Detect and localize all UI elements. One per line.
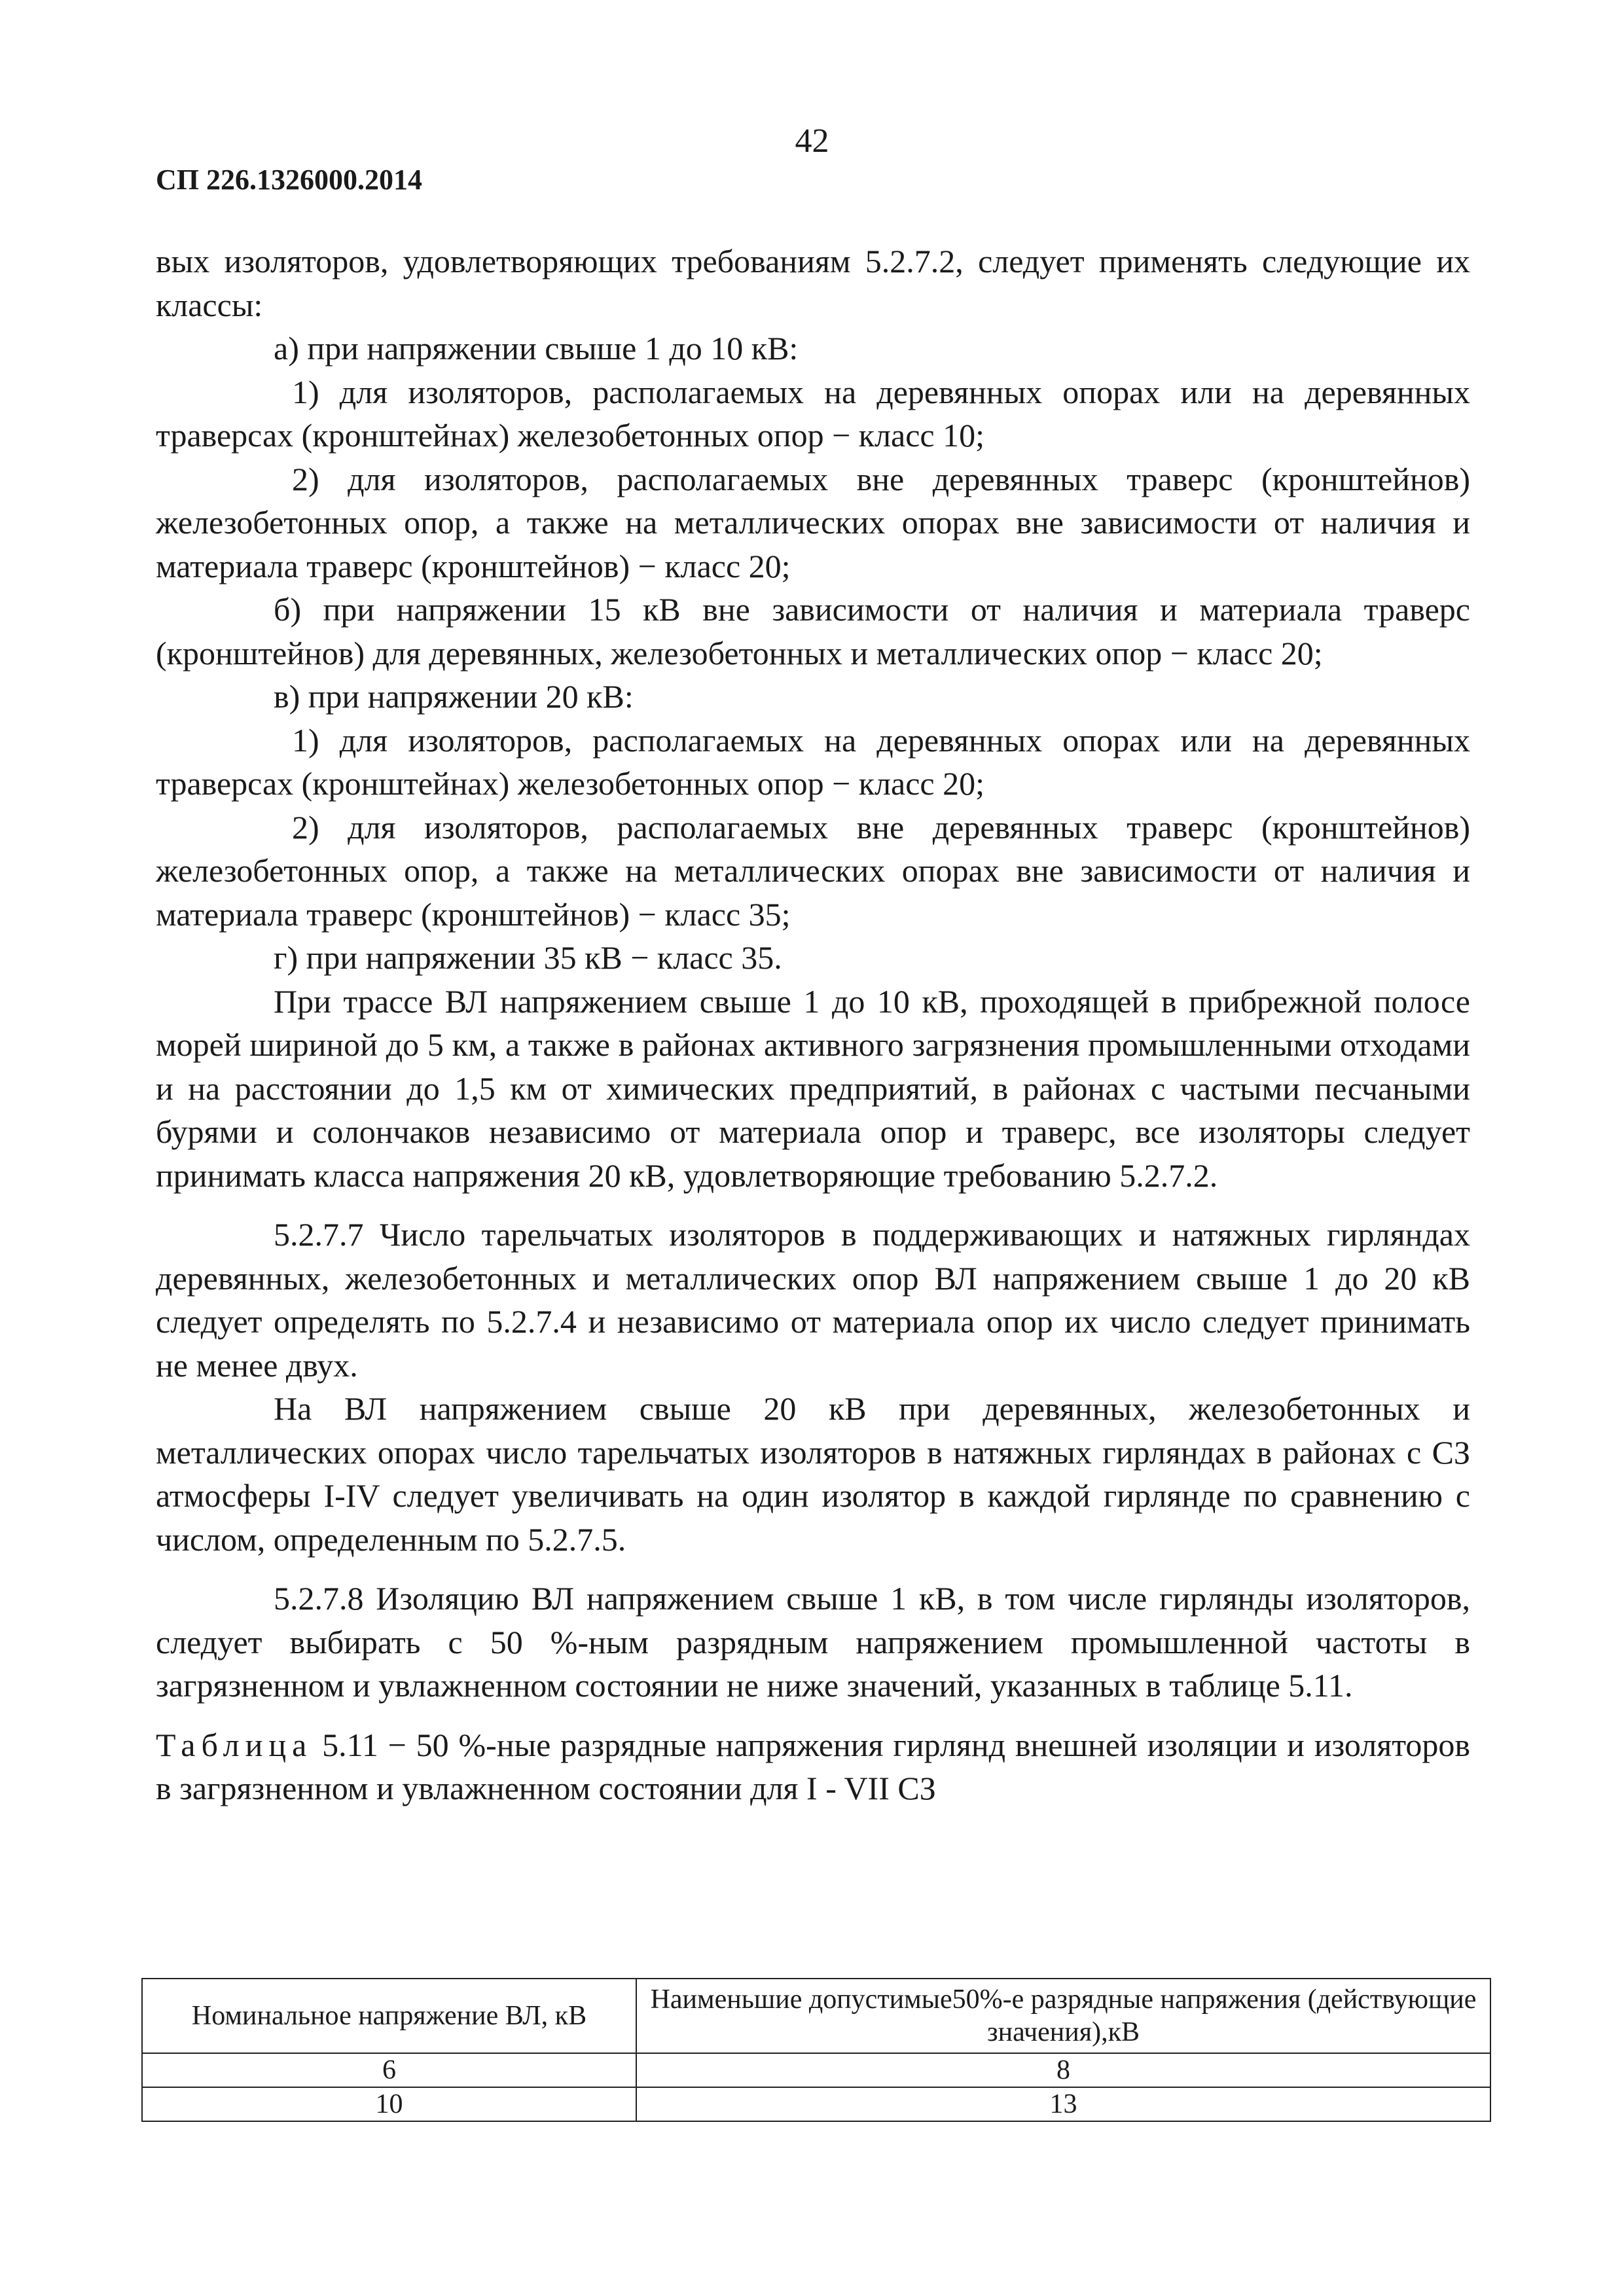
- table-cell: 6: [142, 2053, 636, 2087]
- column-header-discharge-voltage: Наименьшие допустимые50%-е разрядные напряжения (действующие значения),кВ: [636, 1979, 1490, 2053]
- document-code: СП 226.1326000.2014: [156, 164, 422, 196]
- table-cell: 13: [636, 2087, 1490, 2121]
- list-item-b: б) при напряжении 15 кВ вне зависимости от наличия и материала траверс (кронштейнов) для деревянных, железобетонных и металлических опор − класс 20;: [156, 591, 1470, 672]
- clause-5-2-7-8: 5.2.7.8 Изоляцию ВЛ напряжением свыше 1 кВ, в том числе гирлянды изоляторов, следует выбирать с 50 %-ным разрядным напряжением промышленной частоты в загрязненном и увлажненном состоянии не ниже значений, указанных в таблице 5.11.: [156, 1580, 1470, 1704]
- list-item-g: г) при напряжении 35 кВ − класс 35.: [274, 939, 782, 976]
- clause-5-2-7-7: 5.2.7.7 Число тарельчатых изоляторов в поддерживающих и натяжных гирляндах деревянных, железобетонных и металлических опор ВЛ напряжением свыше 1 до 20 кВ следует определять по 5.2.7.4 и независимо от материала опор их число следует принимать не менее двух.: [156, 1216, 1470, 1384]
- paragraph-over-20kv: На ВЛ напряжением свыше 20 кВ при деревянных, железобетонных и металлических опорах число тарельчатых изоляторов в натяжных гирляндах в районах с СЗ атмосферы I-IV следует увеличивать на один изолятор в каждой гирлянде по сравнению с числом, определенным по 5.2.7.5.: [156, 1390, 1470, 1558]
- list-item-v-1: 1) для изоляторов, располагаемых на деревянных опорах или на деревянных траверсах (кронштейнах) железобетонных опор − класс 20;: [156, 721, 1470, 802]
- table-row: [142, 2053, 1490, 2087]
- list-item-v: в) при напряжении 20 кВ:: [274, 678, 634, 715]
- document-body: [156, 240, 1470, 1810]
- discharge-voltage-table: [141, 1978, 1491, 2122]
- table-cell: 8: [636, 2053, 1490, 2087]
- paragraph-continuation: вых изоляторов, удовлетворяющих требованиям 5.2.7.2, следует применять следующие их классы:: [156, 243, 1470, 323]
- table-header-row: [142, 1979, 1490, 2053]
- list-item-a-1: 1) для изоляторов, располагаемых на деревянных опорах или на деревянных траверсах (кронштейнах) железобетонных опор − класс 10;: [156, 373, 1470, 454]
- paragraph-coastal: При трассе ВЛ напряжением свыше 1 до 10 кВ, проходящей в прибрежной полосе морей шириной до 5 км, а также в районах активного загрязнения промышленными отходами и на расстоянии до 1,5 км от химических предприятий, в районах с частыми песчаными бурями и солончаков независимо от материала опор и траверс, все изоляторы следует принимать класса напряжения 20 кВ, удовлетворяющие требованию 5.2.7.2.: [156, 982, 1470, 1194]
- column-header-nominal-voltage: Номинальное напряжение ВЛ, кВ: [142, 1979, 636, 2053]
- list-item-v-2: 2) для изоляторов, располагаемых вне деревянных траверс (кронштейнов) железобетонных опор, а также на металлических опорах вне зависимости от наличия и материала траверс (кронштейнов) − класс 35;: [156, 808, 1470, 933]
- table-caption-text: 5.11 − 50 %-ные разрядные напряжения гирлянд внешней изоляции и изоляторов в загрязненном и увлажненном состоянии для I - VII СЗ: [156, 1726, 1470, 1806]
- page-number: 42: [795, 122, 829, 160]
- list-item-a: а) при напряжении свыше 1 до 10 кВ:: [274, 330, 799, 367]
- table-row: [142, 2087, 1490, 2121]
- table-cell: 10: [142, 2087, 636, 2121]
- table-caption: [156, 1723, 1470, 1810]
- table-caption-label: Таблица: [156, 1726, 313, 1763]
- list-item-a-2: 2) для изоляторов, располагаемых вне деревянных траверс (кронштейнов) железобетонных опор, а также на металлических опорах вне зависимости от наличия и материала траверс (кронштейнов) − класс 20;: [156, 460, 1470, 584]
